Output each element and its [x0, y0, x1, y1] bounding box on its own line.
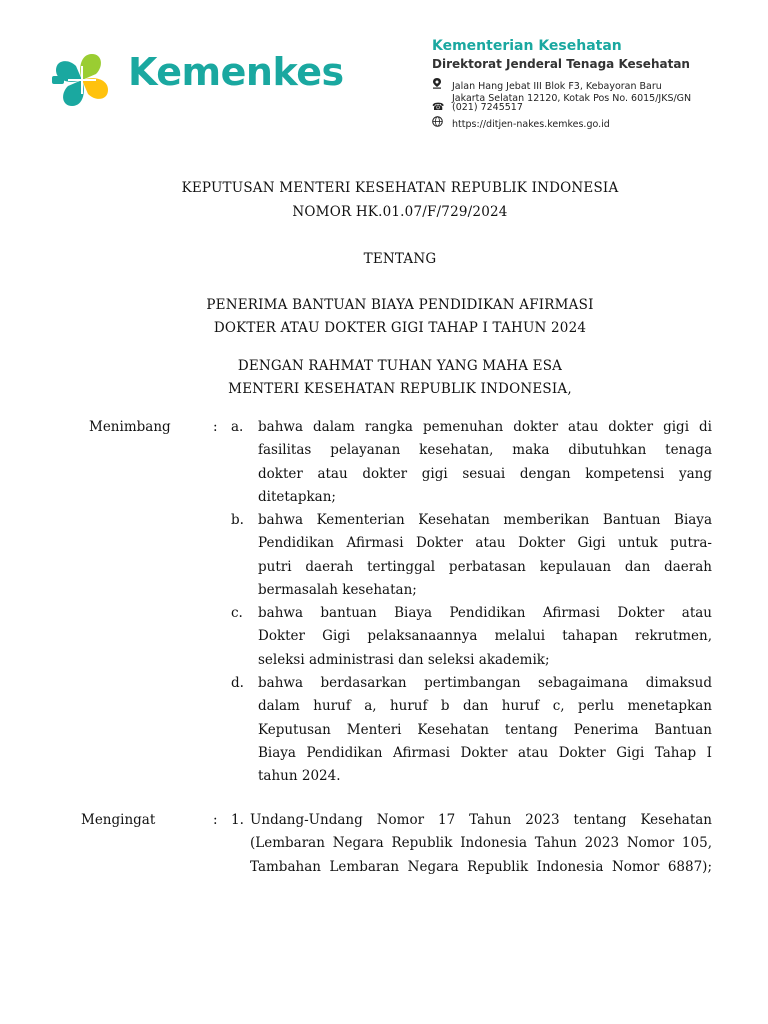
text-line: putri daerah tertinggal perbatasan kepulauan dan daerah: [258, 558, 712, 575]
address-line-1: Jalan Hang Jebat III Blok F3, Kebayoran Baru: [452, 81, 662, 92]
text-line: dalam huruf a, huruf b dan huruf c, perlu menetapkan: [258, 698, 712, 715]
decree-title: KEPUTUSAN MENTERI KESEHATAN REPUBLIK INDONESIA: [181, 180, 619, 196]
text-line: Keputusan Menteri Kesehatan tentang Penerima Bantuan: [258, 721, 712, 738]
text-line: bermasalah kesehatan;: [258, 581, 417, 598]
item-marker-d: d.: [231, 675, 244, 691]
ministry-name: Kementerian Kesehatan: [432, 38, 622, 54]
text-line: Dokter Gigi pelaksanaannya melalui tahapan rekrutmen,: [258, 628, 712, 645]
kemenkes-emblem-icon: [50, 48, 120, 112]
address-block: [432, 78, 691, 105]
globe-icon: [432, 116, 446, 131]
decree-number: NOMOR HK.01.07/F/729/2024: [292, 204, 508, 220]
text-line: bahwa dalam rangka pemenuhan dokter atau dokter gigi di: [258, 419, 712, 435]
phone-number: (021) 7245517: [452, 102, 523, 113]
menimbang-colon: :: [213, 419, 218, 435]
text-line: (Lembaran Negara Republik Indonesia Tahun 2023 Nomor 105,: [250, 835, 712, 852]
location-pin-icon: [432, 78, 446, 93]
text-line: bahwa bantuan Biaya Pendidikan Afirmasi Dokter atau: [258, 605, 712, 621]
menimbang-item-b: [258, 509, 712, 602]
subject-line-1: PENERIMA BANTUAN BIAYA PENDIDIKAN AFIRMASI: [206, 297, 594, 313]
logo-wordmark: Kemenkes: [128, 50, 344, 94]
item-marker-c: c.: [231, 605, 243, 621]
text-line: Biaya Pendidikan Afirmasi Dokter atau Dokter Gigi Tahap I: [258, 744, 712, 761]
phone-icon: ☎: [432, 102, 445, 113]
text-line: seleksi administrasi dan seleksi akademik;: [258, 651, 550, 668]
text-line: tahun 2024.: [258, 768, 341, 785]
text-line: ditetapkan;: [258, 488, 336, 505]
directorate-name: Direktorat Jenderal Tenaga Kesehatan: [432, 57, 690, 71]
menimbang-item-c: [258, 602, 712, 672]
text-line: dokter atau dokter gigi sesuai dengan kompetensi yang: [258, 465, 712, 482]
text-line: bahwa berdasarkan pertimbangan sebagaimana dimaksud: [258, 675, 712, 691]
text-line: Tambahan Lembaran Negara Republik Indonesia Nomor 6887);: [250, 858, 712, 875]
address-line-2: Jakarta Selatan 12120, Kotak Pos No. 6015/JKS/GN: [452, 93, 692, 104]
item-marker-1: 1.: [231, 812, 244, 828]
mengingat-colon: :: [213, 812, 218, 828]
text-line: bahwa Kementerian Kesehatan memberikan Bantuan Biaya: [258, 512, 712, 528]
menimbang-item-a: [258, 416, 712, 509]
menimbang-label: Menimbang: [89, 419, 171, 435]
text-line: Pendidikan Afirmasi Dokter atau Dokter Gigi untuk putra-: [258, 535, 712, 552]
menimbang-item-d: [258, 672, 712, 788]
mengingat-item-1: [250, 809, 712, 879]
website-block: [432, 116, 610, 131]
minister-line: MENTERI KESEHATAN REPUBLIK INDONESIA,: [228, 381, 572, 397]
subject-line-2: DOKTER ATAU DOKTER GIGI TAHAP I TAHUN 2024: [213, 320, 587, 336]
mengingat-label: Mengingat: [81, 812, 156, 828]
kemenkes-logo: [50, 48, 350, 112]
website-link[interactable]: https://ditjen-nakes.kemkes.go.id: [452, 119, 610, 130]
invocation-line: DENGAN RAHMAT TUHAN YANG MAHA ESA: [237, 358, 563, 374]
tentang-heading: TENTANG: [363, 251, 437, 267]
item-marker-a: a.: [231, 419, 244, 435]
text-line: Undang-Undang Nomor 17 Tahun 2023 tentang Kesehatan: [250, 812, 712, 828]
text-line: fasilitas pelayanan kesehatan, maka dibutuhkan tenaga: [258, 442, 712, 459]
phone-block: [432, 102, 523, 114]
item-marker-b: b.: [231, 512, 244, 528]
